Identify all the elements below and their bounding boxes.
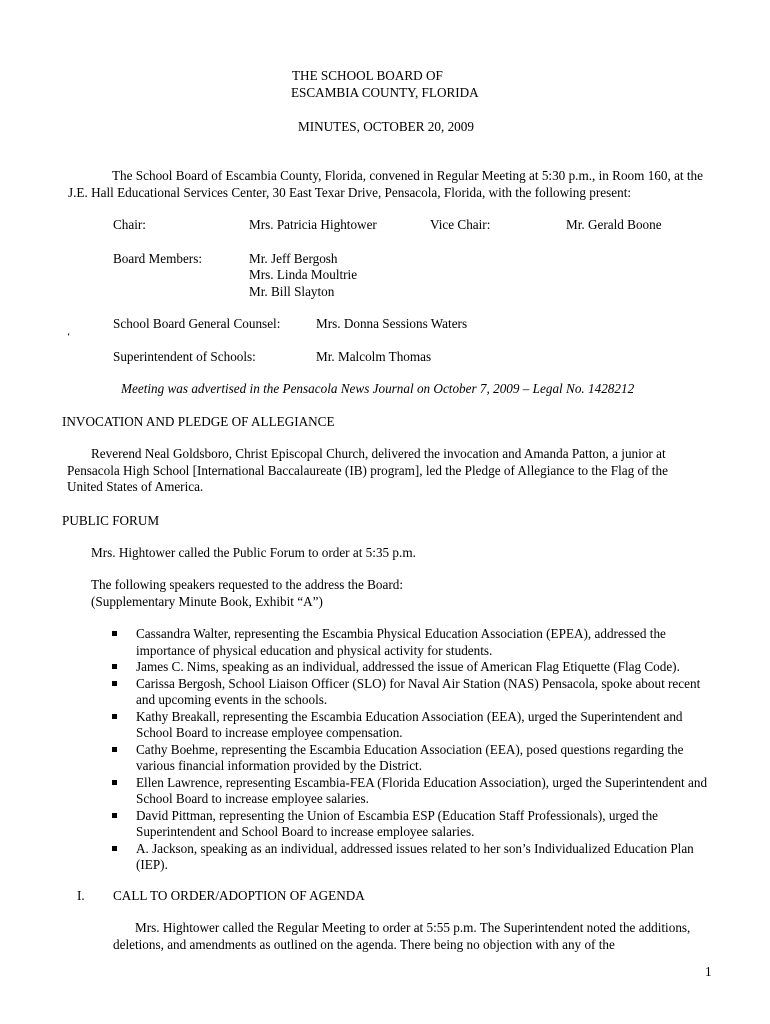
section-numeral: I. (77, 888, 85, 903)
bullet-icon (112, 664, 117, 669)
list-item (112, 709, 717, 742)
list-item (112, 742, 717, 775)
bullet-icon (112, 813, 117, 818)
header-line-2: ESCAMBIA COUNTY, FLORIDA (291, 85, 479, 100)
intro-paragraph: The School Board of Escambia County, Florida, convened in Regular Meeting at 5:30 p.m., in Room 160, at the J.E. Hall Educational Services Center, 30 East Texar Drive, Pensacola, Florida, with the following present: (68, 168, 704, 200)
speaker-text: Kathy Breakall, representing the Escambia Education Association (EEA), urged the Superintendent and School Board to increase employee compensation. (136, 708, 683, 740)
board-members-label: Board Members: (113, 251, 202, 266)
public-forum-heading: PUBLIC FORUM (62, 513, 160, 528)
speaker-text: David Pittman, representing the Union of Escambia ESP (Education Staff Professionals), urged the Superintendent and School Board to increase employee salaries. (136, 807, 659, 839)
speaker-text: Ellen Lawrence, representing Escambia-FEA (Florida Education Association), urged the Superintendent and School Board to increase employee salaries. (136, 774, 708, 806)
superintendent-label: Superintendent of Schools: (113, 349, 256, 364)
vice-chair-label: Vice Chair: (430, 217, 491, 232)
section-paragraph: Mrs. Hightower called the Regular Meeting to order at 5:55 p.m. The Superintendent noted the additions, deletions, and amendments as outlined on the agenda. There being no objection with any of the (113, 920, 691, 952)
bullet-icon (112, 714, 117, 719)
vice-chair-name: Mr. Gerald Boone (566, 217, 662, 232)
speaker-text: Cathy Boehme, representing the Escambia Education Association (EEA), posed questions regarding the various financial information provided by the District. (136, 741, 684, 773)
counsel-label: School Board General Counsel: (113, 316, 281, 331)
invocation-paragraph: Reverend Neal Goldsboro, Christ Episcopal Church, delivered the invocation and Amanda Patton, a junior at Pensacola High School [International Baccalaureate (IB) program], led the Pledge of Allegiance to the Flag of the United States of America. (67, 446, 668, 494)
speakers-intro: The following speakers requested to the address the Board: (91, 577, 404, 592)
bullet-icon (112, 681, 117, 686)
list-item (112, 659, 717, 676)
speaker-text: James C. Nims, speaking as an individual, addressed the issue of American Flag Etiquette (Flag Code). (136, 659, 680, 674)
bullet-icon (112, 747, 117, 752)
superintendent-name: Mr. Malcolm Thomas (316, 349, 432, 364)
speaker-text: Cassandra Walter, representing the Escambia Physical Education Association (EPEA), addressed the importance of physical education and physical activity for students. (136, 626, 666, 658)
minutes-title: MINUTES, OCTOBER 20, 2009 (298, 119, 474, 134)
speakers-list (112, 626, 717, 874)
list-item (112, 626, 717, 659)
chair-name: Mrs. Patricia Hightower (249, 217, 377, 232)
speaker-text: A. Jackson, speaking as an individual, addressed issues related to her son’s Individualized Education Plan (IEP). (136, 840, 694, 872)
speakers-exhibit: (Supplementary Minute Book, Exhibit “A”) (91, 594, 323, 609)
public-forum-call: Mrs. Hightower called the Public Forum to order at 5:35 p.m. (91, 545, 416, 560)
bullet-icon (112, 846, 117, 851)
advertised-note: Meeting was advertised in the Pensacola News Journal on October 7, 2009 – Legal No. 1428212 (121, 381, 635, 396)
bullet-icon (112, 631, 117, 636)
list-item (112, 775, 717, 808)
board-member: Mrs. Linda Moultrie (249, 267, 358, 282)
list-item (112, 808, 717, 841)
stray-mark: ‘ (67, 332, 71, 343)
counsel-name: Mrs. Donna Sessions Waters (316, 316, 468, 331)
chair-label: Chair: (113, 217, 146, 232)
bullet-icon (112, 780, 117, 785)
page-number: 1 (705, 964, 712, 979)
list-item (112, 676, 717, 709)
board-member: Mr. Jeff Bergosh (249, 251, 338, 266)
list-item (112, 841, 717, 874)
header-line-1: THE SCHOOL BOARD OF (292, 68, 443, 83)
invocation-heading: INVOCATION AND PLEDGE OF ALLEGIANCE (62, 414, 335, 429)
speaker-text: Carissa Bergosh, School Liaison Officer (SLO) for Naval Air Station (NAS) Pensacola, spoke about recent and upcoming events in the schools. (136, 675, 701, 707)
section-heading: CALL TO ORDER/ADOPTION OF AGENDA (113, 888, 365, 903)
board-member: Mr. Bill Slayton (249, 284, 335, 299)
